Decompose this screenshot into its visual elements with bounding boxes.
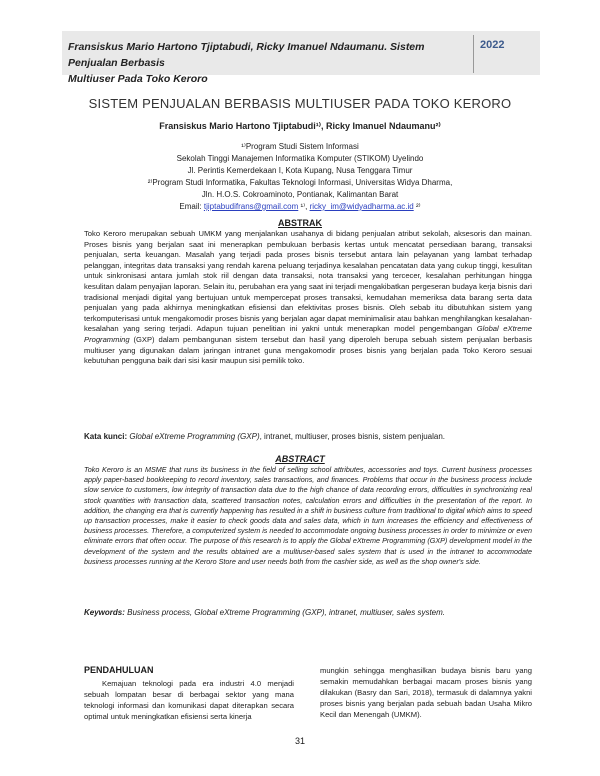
kata-kunci-rest: , intranet, multiuser, proses bisnis, sistem penjualan. bbox=[259, 432, 446, 441]
email-line bbox=[0, 201, 600, 213]
email-link-2[interactable]: ricky_im@widyadharma.ac.id bbox=[309, 202, 414, 211]
pendahuluan-right-text: mungkin sehingga menghasilkan budaya bisnis baru yang semakin memudahkan berbagai macam proses bisnis yang dilakukan (Basry dan Sari, 2018), termasuk di dalamnya yakni proses bisnis yang berjalan pada sebuah badan Usaha Mikro Kecil dan Menengah (UMKM). bbox=[320, 666, 532, 719]
paper-title: SISTEM PENJUALAN BERBASIS MULTIUSER PADA TOKO KERORO bbox=[88, 96, 512, 111]
keywords bbox=[84, 608, 532, 617]
affiliation-line-1: ¹⁾Program Studi Sistem Informasi bbox=[241, 142, 359, 151]
header-divider bbox=[473, 35, 474, 73]
abstract-body: Toko Keroro is an MSME that runs its business in the field of selling school attributes, accessories and toys. Current business processes apply paper-based bookkeeping to record inventory, sales transactions, and finances. Problems that occur in the business process include slow service to customers, low integrity of transaction data due to the high chance of data recording errors, difficulties in synchronizing real stock quantities with transaction data, scattered transaction notes, calculation errors and difficulties in the presentation of the report. In addition, the changing era that is currently happening has resulted in a shift in business culture from traditional to digital which aims to speed up transaction processes, make it easier to check goods data and sales data, which in turn increases the efficiency and effectiveness of business processes. Therefore, a computerized system is needed to accommodate ongoing business processes in order to minimize or even eliminate errors that often occur. The purpose of this research is to apply the Global eXtreme Programming (GXP) development model in the development of the system and the results obtained are a multiuser-based sales system that is used in the intranet to accommodate business processes running at the Keroro Store and user needs both from the cashier side, as well as the shop owner's side. bbox=[84, 465, 532, 566]
pendahuluan-heading: PENDAHULUAN bbox=[84, 665, 154, 675]
pendahuluan-left-text: Kemajuan teknologi pada era industri 4.0 menjadi sebuah lompatan besar di berbagai sektor yang mana teknologi informasi dan komunikasi dapat diterapkan secara optimal untuk meningkatkan efisiensi serta kinerja bbox=[84, 679, 294, 721]
abstrak-text-2: (GXP) dalam pembangunan sistem tersebut dan hasil yang diperoleh berupa sebuah sistem penjualan berbasis multiuser yang digunakan dalam jaringan intranet guna mengakomodir proses bisnis yang berjalan pada Toko Keroro sesuai kebutuhan pengguna baik dari sisi kasir maupun sisi pemilik toko. bbox=[84, 334, 532, 366]
paper-authors: Fransiskus Mario Hartono Tjiptabudi¹⁾, Ricky Imanuel Ndaumanu²⁾ bbox=[159, 121, 441, 131]
kata-kunci-italic: Global eXtreme Programming (GXP) bbox=[129, 432, 260, 441]
keywords-text: Business process, Global eXtreme Programming (GXP), intranet, multiuser, sales system. bbox=[127, 608, 446, 617]
affiliation-line-2: Sekolah Tinggi Manajemen Informatika Komputer (STIKOM) Uyelindo bbox=[176, 154, 424, 163]
abstrak-body bbox=[84, 229, 532, 367]
running-header-year: 2022 bbox=[480, 39, 505, 51]
kata-kunci-label: Kata kunci: bbox=[84, 432, 130, 441]
email-sup-1: ¹⁾, bbox=[298, 202, 310, 211]
kata-kunci bbox=[84, 432, 532, 441]
pendahuluan-right-column bbox=[320, 665, 532, 720]
abstrak-italic-term: Global eXtreme Programming bbox=[84, 324, 532, 344]
affiliation-line-3: Jl. Perintis Kemerdekaan I, Kota Kupang, Nusa Tenggara Timur bbox=[187, 166, 413, 175]
email-sup-2: ²⁾ bbox=[413, 202, 421, 211]
affiliation-line-5: Jln. H.O.S. Cokroaminoto, Pontianak, Kalimantan Barat bbox=[201, 190, 399, 199]
email-label: Email: bbox=[179, 202, 204, 211]
abstract-heading: ABSTRACT bbox=[275, 454, 325, 464]
page-number: 31 bbox=[294, 736, 305, 746]
running-header-line1: Fransiskus Mario Hartono Tjiptabudi, Ricky Imanuel Ndaumanu. Sistem Penjualan Berbasis bbox=[68, 41, 425, 69]
abstrak-text-1: Toko Keroro merupakan sebuah UMKM yang menjalankan usahanya di bidang penjualan atribut sekolah, aksesoris dan mainan. Proses bisnis yang berjalan saat ini menerapkan pembukuan berbasis kertas untuk mencatat persediaan barang, transaksi penjualan, serta keuangan. Masalah yang terjadi pada proses bisnis tersebut antara lain pelayanan yang lambat terhadap pelanggan, integritas data transaksi yang rendah karena peluang terjadinya kesalahan pencatatan data yang cukup tinggi, kesulitan untuk sinkronisasi antara jumlah stok riil dengan data transaksi, nota transaksi yang tercecer, kesalahan perhitungan hingga kesulitan dalam penyajian laporan. Selain itu, perubahan era yang saat ini terjadi mengakibatkan pergeseran budaya kerja bisnis dari tradisional menjadi digital yang bertujuan untuk mempercepat proses transaksi, kemudahan memeriksa data barang serta data penjualan yang pada akhirnya meningkatkan efisiensi dan efektivitas proses bisnis. Oleh sebab itu dibutuhkan sistem yang terkomputerisasi untuk mengakomodir proses bisnis yang berjalan agar dapat meminimalisir atau bahkan menghilangkan kesalahan-kesalahan yang sering terjadi. Adapun tujuan penelitian ini yakni untuk menerapkan model pengembangan bbox=[84, 229, 532, 334]
affiliation-line-4: ²⁾Program Studi Informatika, Fakultas Teknologi Informasi, Universitas Widya Dharma, bbox=[147, 178, 453, 187]
pendahuluan-left-column bbox=[84, 665, 294, 722]
keywords-label: Keywords: bbox=[84, 608, 128, 617]
running-header-line2: Multiuser Pada Toko Keroro bbox=[68, 73, 208, 85]
running-header-authors bbox=[68, 39, 468, 87]
abstrak-heading: ABSTRAK bbox=[278, 218, 322, 228]
email-link-1[interactable]: tjiptabudifrans@gmail.com bbox=[203, 202, 299, 211]
